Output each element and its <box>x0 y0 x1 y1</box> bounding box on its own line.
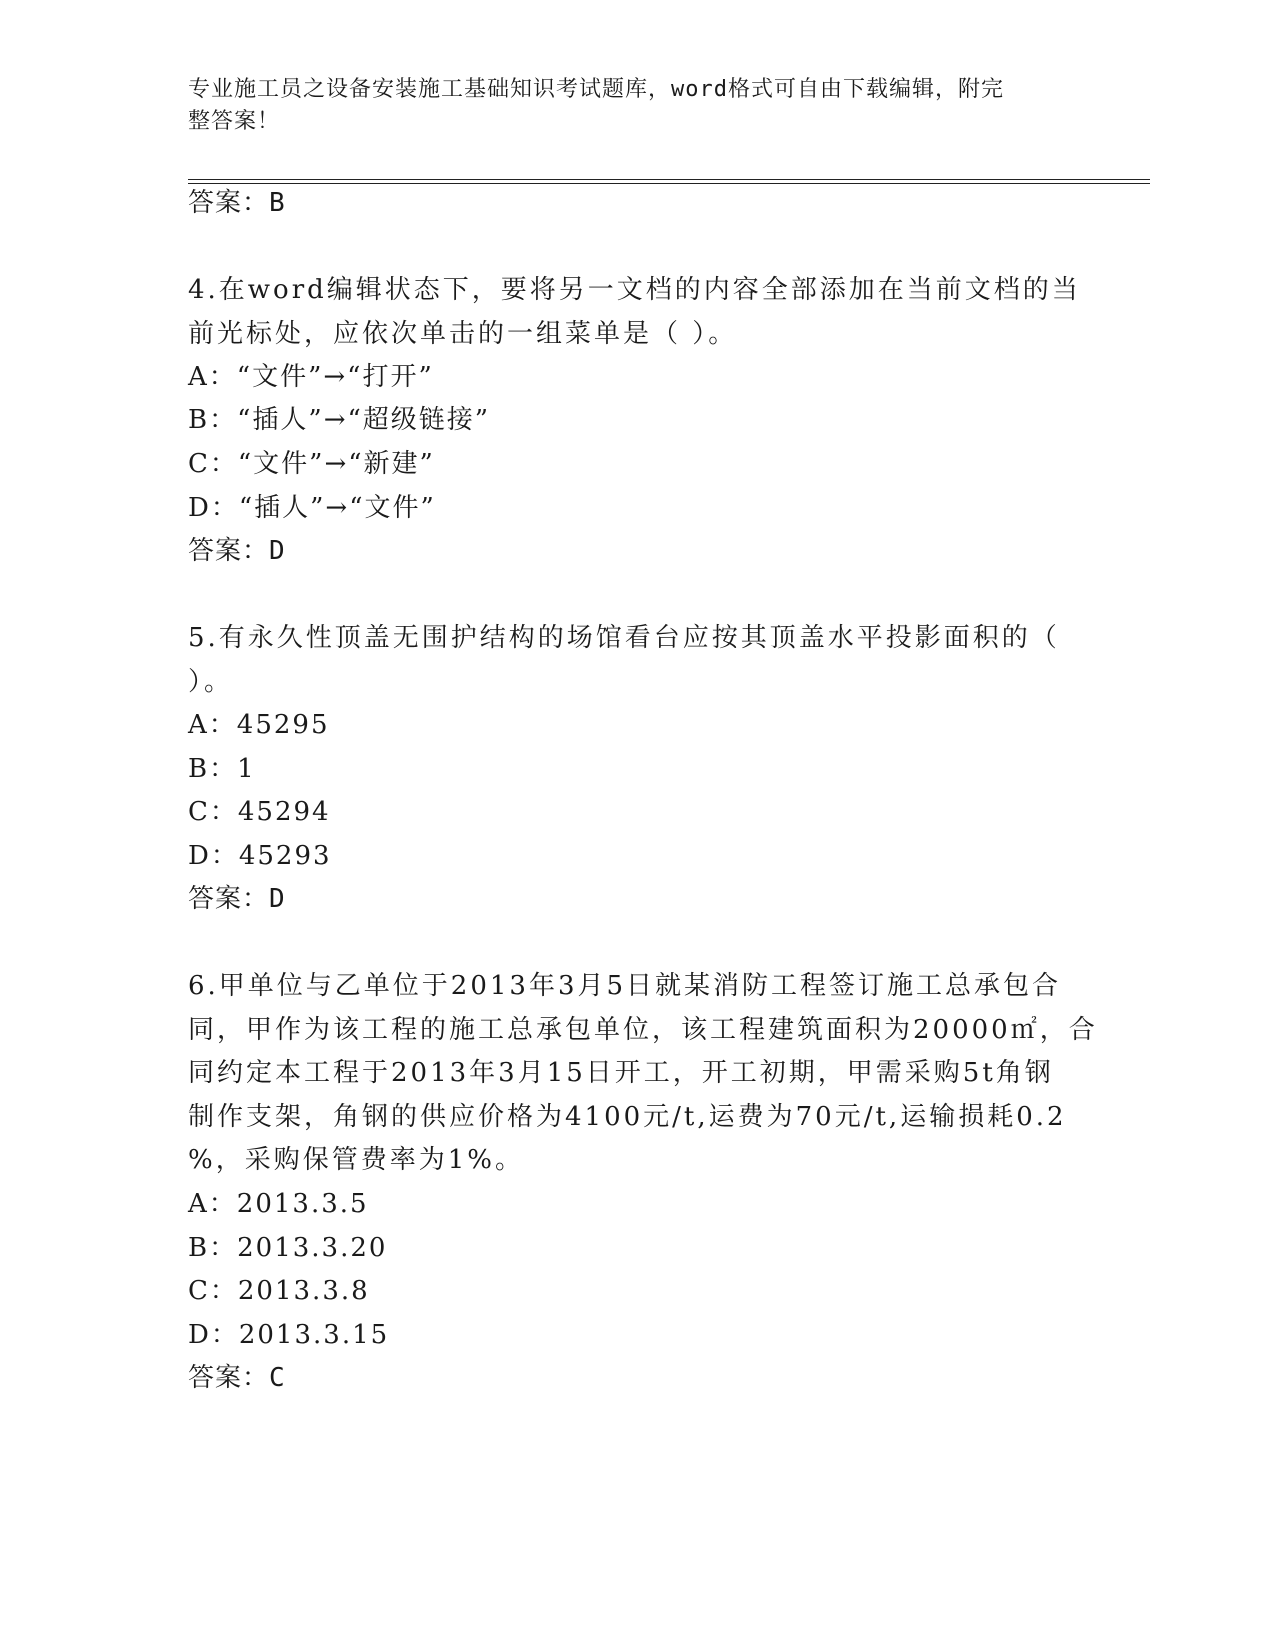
question-6-line-2: 同，甲作为该工程的施工总承包单位，该工程建筑面积为20000㎡，合 <box>188 1015 1098 1045</box>
question-5-option-a: A：45295 <box>188 710 330 740</box>
question-6-line-5: %，采购保管费率为1%。 <box>188 1145 524 1175</box>
question-6-option-a: A：2013.3.5 <box>188 1189 369 1219</box>
question-5-option-d: D：45293 <box>188 841 332 871</box>
question-4-answer: 答案：D <box>188 536 286 566</box>
document-header <box>188 74 1068 138</box>
question-4-line-2: 前光标处，应依次单击的一组菜单是（ ）。 <box>188 319 738 349</box>
question-4-option-a: A：“文件”→“打开” <box>188 362 434 392</box>
question-6-option-b: B：2013.3.20 <box>188 1233 388 1263</box>
header-line-2: 整答案！ <box>188 109 281 134</box>
previous-answer: 答案：B <box>188 188 286 218</box>
question-4-line-1: 4.在word编辑状态下，要将另一文档的内容全部添加在当前文档的当 <box>188 275 1081 305</box>
question-6-option-c: C：2013.3.8 <box>188 1276 370 1306</box>
question-5-line-1: 5.有永久性顶盖无围护结构的场馆看台应按其顶盖水平投影面积的（ <box>188 623 1060 653</box>
question-5-option-b: B：1 <box>188 754 256 784</box>
question-4-option-c: C：“文件”→“新建” <box>188 449 435 479</box>
question-6-line-3: 同约定本工程于2013年3月15日开工，开工初期，甲需采购5t角钢 <box>188 1058 1054 1088</box>
question-6-line-1: 6.甲单位与乙单位于2013年3月5日就某消防工程签订施工总承包合 <box>188 971 1062 1001</box>
question-6-line-4: 制作支架，角钢的供应价格为4100元/t,运费为70元/t,运输损耗0.2 <box>188 1102 1067 1132</box>
question-6-option-d: D：2013.3.15 <box>188 1320 390 1350</box>
question-5-answer: 答案：D <box>188 884 286 914</box>
header-divider-bottom <box>188 183 1150 184</box>
question-4-option-b: B：“插人”→“超级链接” <box>188 405 491 435</box>
question-5-line-2: ）。 <box>188 667 234 697</box>
question-6-answer: 答案：C <box>188 1363 286 1393</box>
header-divider-top <box>188 179 1150 180</box>
question-4-option-d: D：“插人”→“文件” <box>188 493 436 523</box>
header-line-1: 专业施工员之设备安装施工基础知识考试题库，word格式可自由下载编辑，附完 <box>188 77 1004 102</box>
question-5-option-c: C：45294 <box>188 797 331 827</box>
